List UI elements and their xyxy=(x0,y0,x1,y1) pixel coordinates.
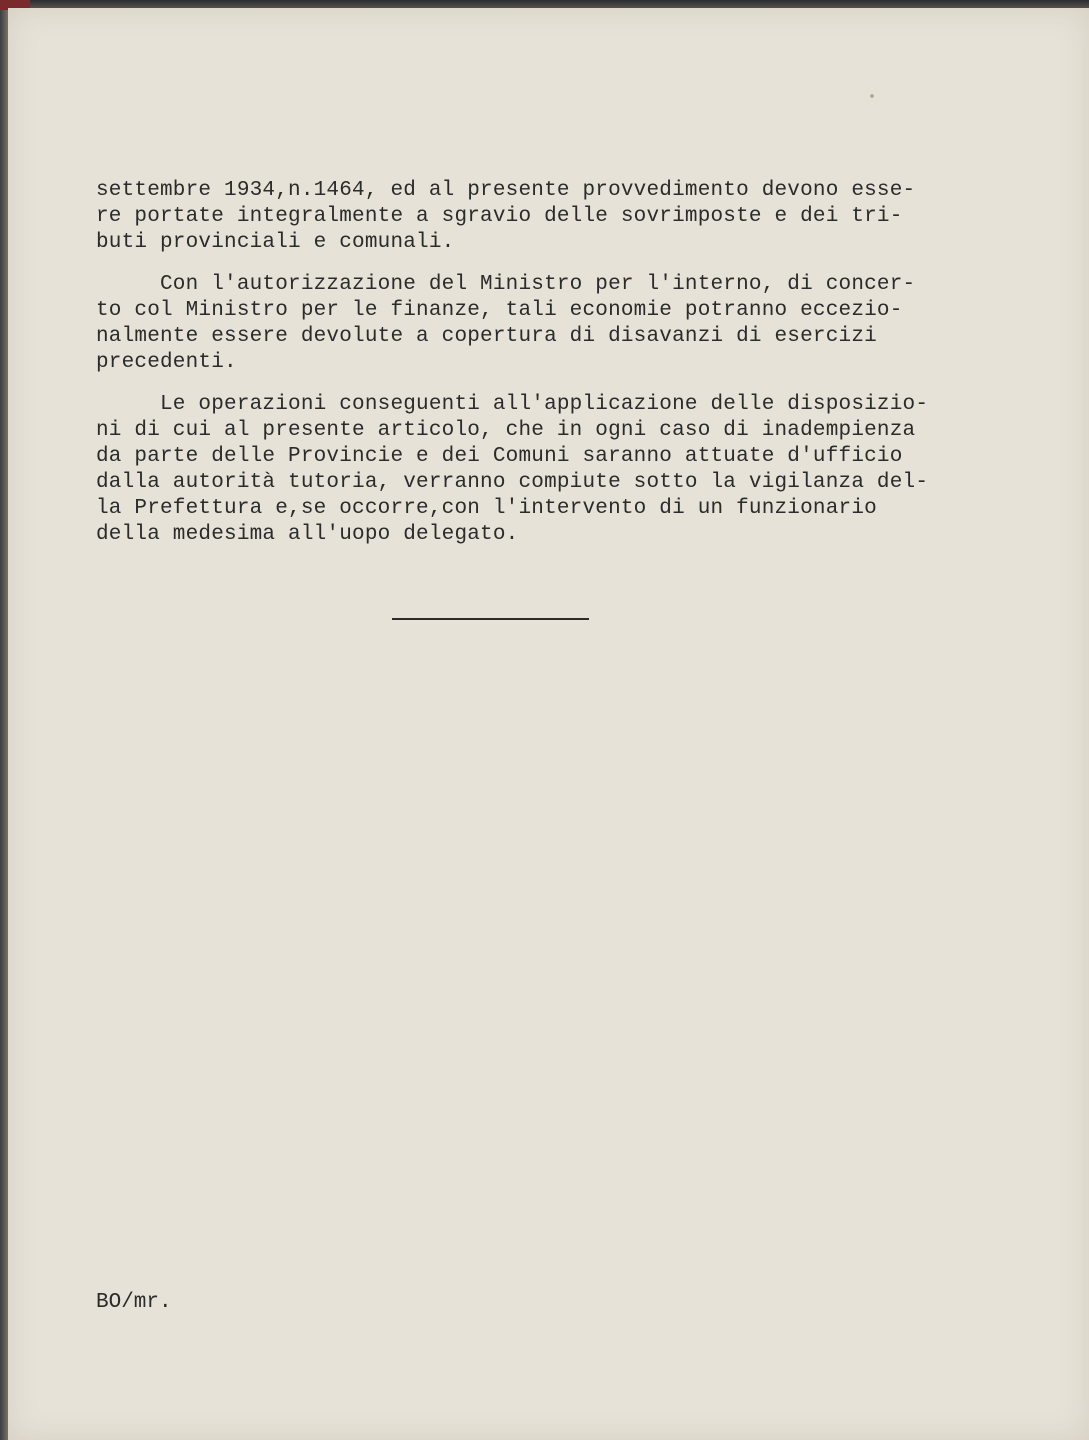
page-top-edge xyxy=(0,0,1089,8)
text-line: precedenti. xyxy=(96,351,237,374)
text-line: dalla autorità tutoria, verranno compiute sotto la vigilanza del- xyxy=(96,471,929,494)
text-line: re portate integralmente a sgravio delle sovrimposte e dei tri- xyxy=(96,205,903,228)
paper-speck xyxy=(870,94,874,98)
document-body xyxy=(96,178,976,548)
typist-initials: BO/mr. xyxy=(96,1291,172,1314)
text-line: nalmente essere devolute a copertura di disavanzi di esercizi xyxy=(96,325,877,348)
text-line: buti provinciali e comunali. xyxy=(96,231,455,254)
text-line: Le operazioni conseguenti all'applicazione delle disposizio- xyxy=(96,393,929,416)
text-line: settembre 1934,n.1464, ed al presente provvedimento devono esse- xyxy=(96,179,916,202)
text-line: da parte delle Provincie e dei Comuni saranno attuate d'ufficio xyxy=(96,445,903,468)
paragraph-1 xyxy=(96,178,976,256)
page-left-edge xyxy=(0,0,8,1440)
text-line: Con l'autorizzazione del Ministro per l'interno, di concer- xyxy=(96,273,916,296)
text-line: della medesima all'uopo delegato. xyxy=(96,523,519,546)
section-divider xyxy=(392,618,589,620)
text-line: to col Ministro per le finanze, tali economie potranno eccezio- xyxy=(96,299,903,322)
text-line: la Prefettura e,se occorre,con l'intervento di un funzionario xyxy=(96,497,877,520)
paragraph-2 xyxy=(96,272,976,376)
paragraph-3 xyxy=(96,392,976,548)
text-line: ni di cui al presente articolo, che in ogni caso di inadempienza xyxy=(96,419,916,442)
